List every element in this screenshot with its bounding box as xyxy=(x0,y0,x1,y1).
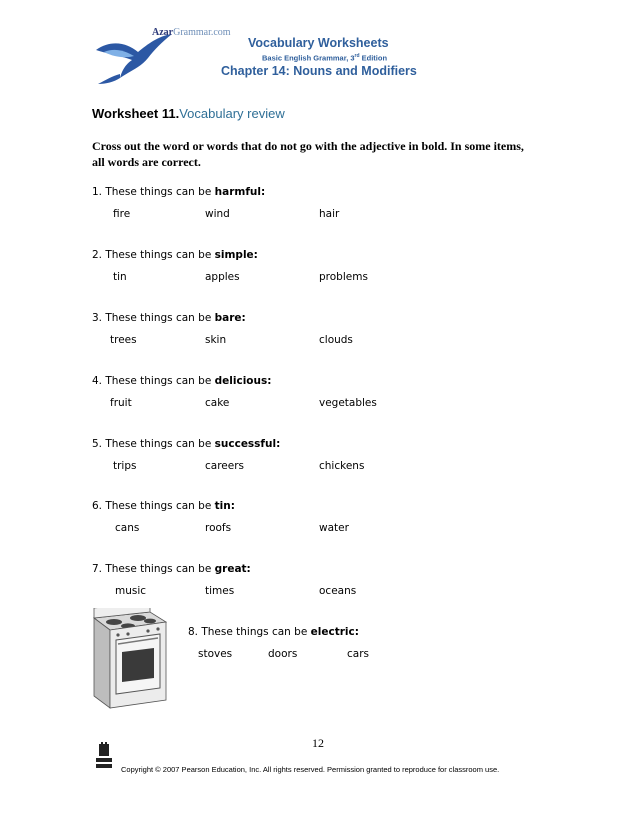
word-option[interactable]: careers xyxy=(205,460,245,472)
word-option[interactable]: clouds xyxy=(319,334,353,346)
word-option[interactable]: times xyxy=(205,585,235,597)
question-4: 4. These things can be delicious: xyxy=(92,375,272,387)
word-option[interactable]: doors xyxy=(268,648,298,660)
question-6: 6. These things can be tin: xyxy=(92,500,235,512)
word-option[interactable]: fire xyxy=(113,208,131,220)
question-8: 8. These things can be electric: xyxy=(188,626,359,638)
word-option[interactable]: music xyxy=(115,585,147,597)
logo-text: AzarGrammar.com xyxy=(152,27,231,38)
worksheet-title: Worksheet 11.Vocabulary review xyxy=(92,106,285,121)
word-option[interactable]: tin xyxy=(113,271,127,283)
header-title: Vocabulary Worksheets xyxy=(248,36,389,50)
word-option[interactable]: cans xyxy=(115,522,140,534)
copyright-notice: Copyright © 2007 Pearson Education, Inc. All rights reserved. Permission granted to reproduce for classroom use. xyxy=(121,765,500,774)
instructions: Cross out the word or words that do not go with the adjective in bold. In some items, all words are correct. xyxy=(92,139,524,169)
pearson-logo-icon xyxy=(96,742,112,772)
header-subtitle: Basic English Grammar, 3rd Edition xyxy=(262,53,388,63)
word-option[interactable]: cake xyxy=(205,397,230,409)
word-option[interactable]: hair xyxy=(319,208,340,220)
word-option[interactable]: oceans xyxy=(319,585,357,597)
word-option[interactable]: roofs xyxy=(205,522,232,534)
question-7: 7. These things can be great: xyxy=(92,563,251,575)
word-option[interactable]: trees xyxy=(110,334,137,346)
word-option[interactable]: cars xyxy=(347,648,369,660)
stove-icon xyxy=(88,608,168,712)
page-number: 12 xyxy=(312,736,324,750)
word-option[interactable]: trips xyxy=(113,460,137,472)
word-option[interactable]: stoves xyxy=(198,648,233,660)
question-5: 5. These things can be successful: xyxy=(92,438,281,450)
question-1: 1. These things can be harmful: xyxy=(92,186,266,198)
word-option[interactable]: chickens xyxy=(319,460,365,472)
word-option[interactable]: water xyxy=(319,522,349,534)
chapter-title: Chapter 14: Nouns and Modifiers xyxy=(221,64,417,78)
question-2: 2. These things can be simple: xyxy=(92,249,258,261)
word-option[interactable]: problems xyxy=(319,271,368,283)
word-option[interactable]: apples xyxy=(205,271,240,283)
word-option[interactable]: fruit xyxy=(110,397,132,409)
word-option[interactable]: vegetables xyxy=(319,397,377,409)
word-option[interactable]: skin xyxy=(205,334,227,346)
question-3: 3. These things can be bare: xyxy=(92,312,246,324)
word-option[interactable]: wind xyxy=(205,208,230,220)
